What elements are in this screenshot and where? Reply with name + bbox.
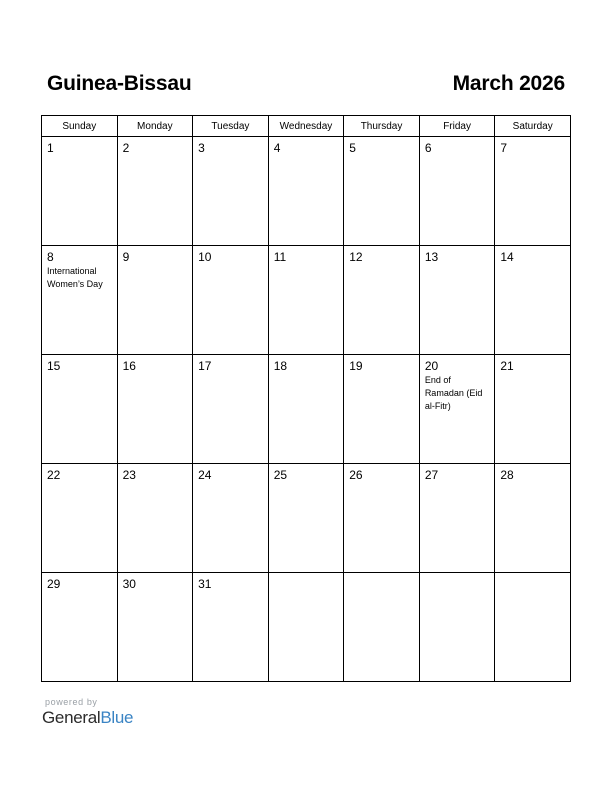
day-cell bbox=[268, 246, 344, 355]
day-number: 16 bbox=[122, 359, 136, 373]
weekday-thursday: Thursday bbox=[344, 116, 420, 137]
generalblue-logo[interactable] bbox=[42, 708, 133, 728]
weekday-monday: Monday bbox=[117, 116, 193, 137]
day-number: 22 bbox=[47, 468, 61, 482]
day-cell bbox=[42, 137, 118, 246]
week-row bbox=[42, 464, 571, 573]
week-row bbox=[42, 246, 571, 355]
holiday-label: International Women’s Day bbox=[47, 266, 103, 289]
day-number: 28 bbox=[500, 468, 514, 482]
day-cell-empty bbox=[344, 573, 420, 682]
weekday-wednesday: Wednesday bbox=[268, 116, 344, 137]
day-number: 3 bbox=[198, 141, 205, 155]
day-number: 8 bbox=[47, 250, 54, 264]
weekday-saturday: Saturday bbox=[495, 116, 571, 137]
day-cell bbox=[419, 246, 495, 355]
day-number: 12 bbox=[349, 250, 363, 264]
day-cell bbox=[117, 137, 193, 246]
day-number: 27 bbox=[424, 468, 439, 482]
day-cell bbox=[117, 464, 193, 573]
day-cell bbox=[344, 246, 420, 355]
day-cell bbox=[268, 464, 344, 573]
day-number: 30 bbox=[122, 577, 136, 591]
day-cell bbox=[344, 137, 420, 246]
country-title: Guinea-Bissau bbox=[47, 72, 192, 95]
day-cell bbox=[495, 137, 571, 246]
day-cell bbox=[193, 137, 269, 246]
day-number: 1 bbox=[47, 141, 54, 155]
day-number: 14 bbox=[500, 250, 514, 264]
day-number: 17 bbox=[198, 359, 212, 373]
day-number: 31 bbox=[198, 577, 212, 591]
day-number: 5 bbox=[349, 141, 356, 155]
day-cell bbox=[419, 137, 495, 246]
day-cell bbox=[419, 464, 495, 573]
day-number: 13 bbox=[424, 250, 439, 264]
day-cell bbox=[193, 246, 269, 355]
day-number: 11 bbox=[273, 250, 287, 264]
day-cell bbox=[117, 246, 193, 355]
day-cell-empty bbox=[268, 573, 344, 682]
powered-by-text: powered by bbox=[45, 697, 98, 707]
day-cell bbox=[42, 355, 118, 464]
weekday-friday: Friday bbox=[419, 116, 495, 137]
weekday-tuesday: Tuesday bbox=[193, 116, 269, 137]
day-number: 4 bbox=[273, 141, 281, 155]
day-number: 9 bbox=[122, 250, 130, 264]
day-number: 19 bbox=[349, 359, 363, 373]
day-cell bbox=[193, 464, 269, 573]
day-number: 10 bbox=[198, 250, 212, 264]
day-cell-empty bbox=[419, 573, 495, 682]
day-cell bbox=[42, 573, 118, 682]
day-cell bbox=[193, 573, 269, 682]
day-cell bbox=[268, 137, 344, 246]
day-number: 21 bbox=[500, 359, 514, 373]
day-number: 24 bbox=[198, 468, 212, 482]
day-number: 26 bbox=[349, 468, 363, 482]
logo-general-text: General bbox=[42, 708, 101, 727]
holiday-label: End of Ramadan (Eid al-Fitr) bbox=[424, 375, 483, 411]
day-cell-empty bbox=[495, 573, 571, 682]
day-cell bbox=[268, 355, 344, 464]
day-cell bbox=[117, 355, 193, 464]
day-number: 29 bbox=[47, 577, 61, 591]
day-number: 2 bbox=[122, 141, 130, 155]
day-number: 18 bbox=[273, 359, 288, 373]
month-year-title: March 2026 bbox=[452, 72, 565, 95]
week-row bbox=[42, 137, 571, 246]
day-cell bbox=[42, 246, 118, 355]
day-number: 20 bbox=[424, 359, 439, 373]
week-row bbox=[42, 355, 571, 464]
day-cell bbox=[495, 355, 571, 464]
day-number: 25 bbox=[273, 468, 288, 482]
day-cell bbox=[117, 573, 193, 682]
day-cell bbox=[419, 355, 495, 464]
weekday-header-row bbox=[42, 116, 571, 137]
day-cell bbox=[344, 355, 420, 464]
day-number: 6 bbox=[424, 141, 432, 155]
logo-blue-text: Blue bbox=[100, 708, 134, 727]
day-cell bbox=[193, 355, 269, 464]
day-number: 15 bbox=[47, 359, 61, 373]
day-cell bbox=[495, 246, 571, 355]
day-cell bbox=[495, 464, 571, 573]
calendar-grid bbox=[41, 115, 571, 682]
day-number: 23 bbox=[122, 468, 136, 482]
day-cell bbox=[344, 464, 420, 573]
day-cell bbox=[42, 464, 118, 573]
weekday-sunday: Sunday bbox=[42, 116, 118, 137]
week-row bbox=[42, 573, 571, 682]
day-number: 7 bbox=[500, 141, 508, 155]
